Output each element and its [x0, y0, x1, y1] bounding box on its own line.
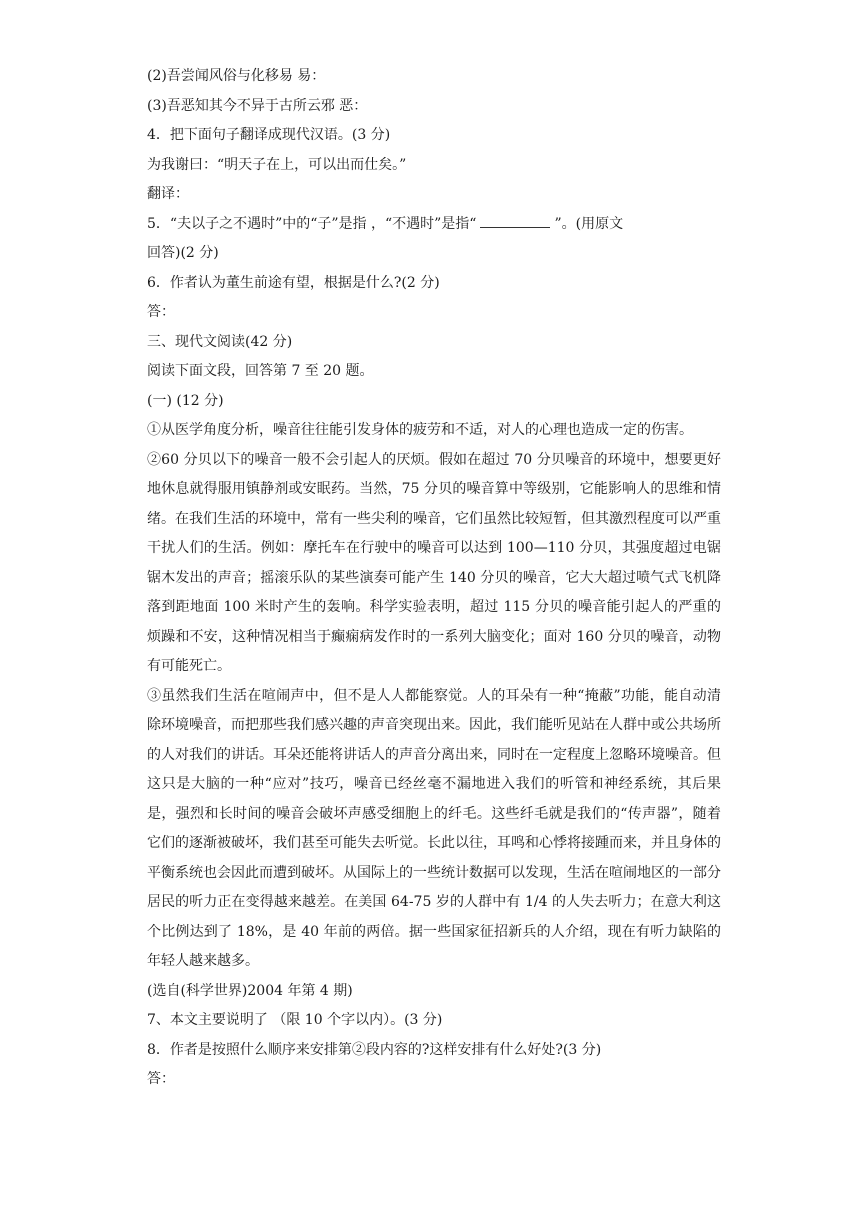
- question-5: [147, 210, 721, 240]
- reading-instruction: 阅读下面文段，回答第 7 至 20 题。: [147, 363, 374, 379]
- question-5-text-1: 5．“夫以子之不遇时”中的“子”是指 ，“不遇时”是指“: [147, 215, 477, 232]
- question-4: 4．把下面句子翻译成现代汉语。(3 分): [147, 127, 391, 143]
- answer-blank[interactable]: [480, 215, 550, 228]
- item-3-line: (3)吾恶知其今不异于古所云邪 恶：: [147, 97, 368, 114]
- document-page: [147, 62, 721, 1095]
- passage-source: (选自(科学世界)2004 年第 4 期): [147, 982, 353, 999]
- passage-paragraph-1: ①从医学角度分析，噪音往往能引发身体的疲劳和不适，对人的心理也造成一定的伤害。: [147, 422, 693, 438]
- question-7: 7、本文主要说明了 （限 10 个字以内）。(3 分): [147, 1012, 443, 1028]
- question-5-continued: 回答)(2 分): [147, 245, 219, 261]
- answer-label: 答：: [147, 304, 175, 320]
- passage-paragraph-2: ②60 分贝以下的噪音一般不会引起人的厌烦。假如在超过 70 分贝噪音的环境中，想要更好地休息就得服用镇静剂或安眠药。当然，75 分贝的噪音算中等级别，它能影响人的思维和情绪。在我们生活的环境中，常有一些尖利的噪音，它们虽然比较短暂，但其激烈程度可以严重干扰人们的生活。例如：摩托车在行驶中的噪音可以达到 100—110 分贝，其强度超过电锯锯木发出的声音；摇滚乐队的某些演奏可能产生 140 分贝的噪音，它大大超过喷气式飞机降落到距地面 100 米时产生的轰响。科学实验表明，超过 115 分贝的噪音能引起人的严重的烦躁和不安，这种情况相当于癫痫病发作时的一系列大脑变化；面对 160 分贝的噪音，动物有可能死亡。: [147, 451, 721, 674]
- translation-label: 翻译：: [147, 186, 189, 202]
- answer-label-8: 答：: [147, 1071, 175, 1087]
- subsection-heading: (一) (12 分): [147, 392, 224, 409]
- passage-paragraph-3: ③虽然我们生活在喧闹声中，但不是人人都能察觉。人的耳朵有一种“掩蔽”功能，能自动清除环境噪音，而把那些我们感兴趣的声音突现出来。因此，我们能听见站在人群中或公共场所的人对我们的讲话。耳朵还能将讲话人的声音分离出来，同时在一定程度上忽略环境噪音。但这只是大脑的一种“应对”技巧，噪音已经丝毫不漏地进入我们的听管和神经系统，其后果是，强烈和长时间的噪音会破坏声感受细胞上的纤毛。这些纤毛就是我们的“传声器”，随着它们的逐渐被破坏，我们甚至可能失去听觉。长此以往，耳鸣和心悸将接踵而来，并且身体的平衡系统也会因此而遭到破坏。从国际上的一些统计数据可以发现，生活在喧闹地区的一部分居民的听力正在变得越来越差。在美国 64-75 岁的人群中有 1/4 的人失去听力；在意大利这个比例达到了 18%，是 40 年前的两倍。据一些国家征招新兵的人介绍，现在有听力缺陷的年轻人越来越多。: [147, 687, 721, 969]
- question-5-text-2: ”。(用原文: [554, 215, 624, 232]
- question-4-sentence: 为我谢曰：“明天子在上，可以出而仕矣。”: [147, 156, 407, 173]
- section-heading: 三、现代文阅读(42 分): [147, 333, 293, 350]
- item-2-line: (2)吾尝闻风俗与化移易 易：: [147, 68, 326, 84]
- question-8: 8．作者是按照什么顺序来安排第②段内容的?这样安排有什么好处?(3 分): [147, 1041, 602, 1058]
- question-6: 6．作者认为董生前途有望，根据是什么?(2 分): [147, 274, 440, 291]
